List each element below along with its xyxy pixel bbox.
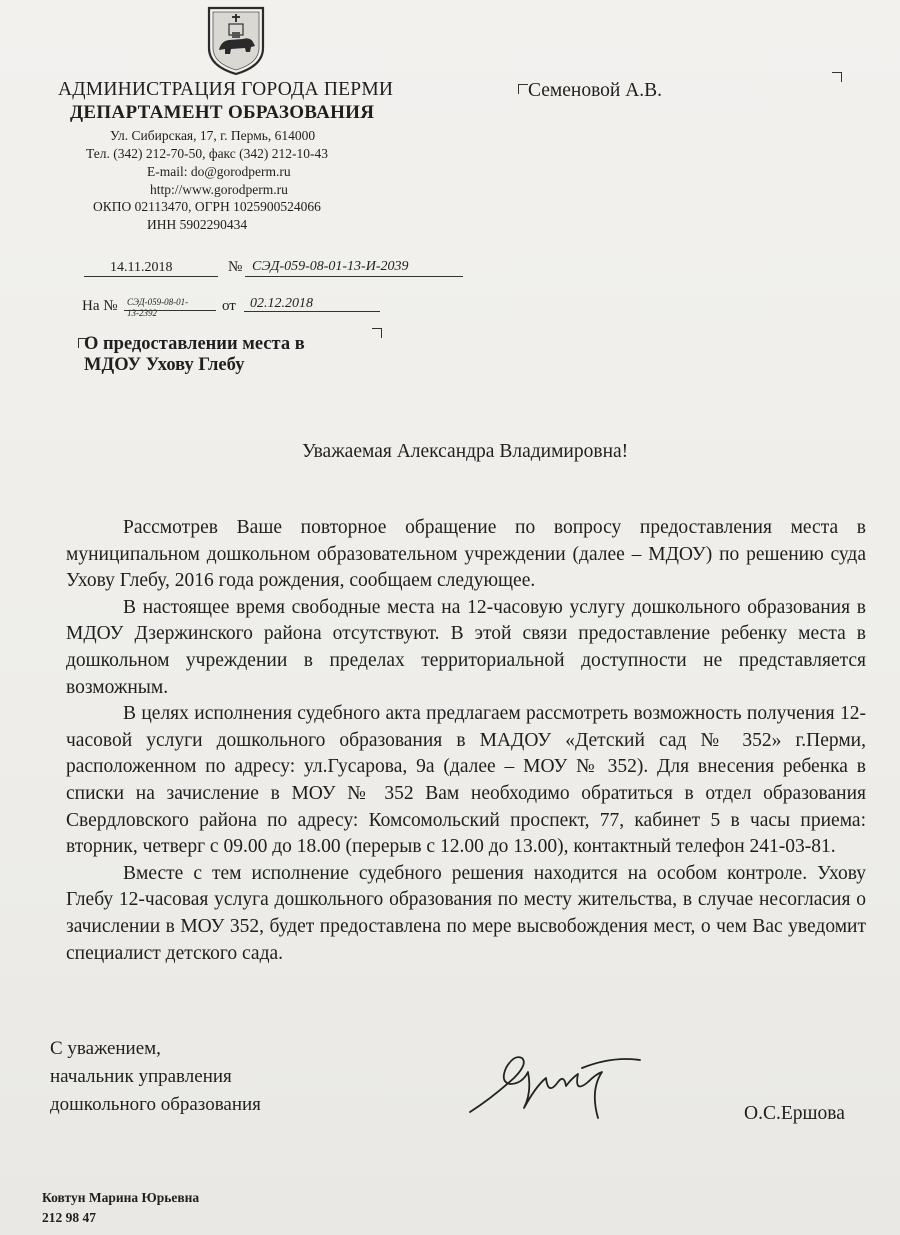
in-reply-number-line2: 13-2392 — [127, 308, 157, 318]
signatory-name: О.С.Ершова — [744, 1103, 845, 1124]
position-line2: дошкольного образования — [50, 1094, 261, 1115]
in-reply-number-line1: СЭД-059-08-01- — [127, 297, 189, 307]
in-reply-label: На № — [82, 298, 118, 314]
registration-number: СЭД-059-08-01-13-И-2039 — [252, 259, 409, 274]
position-line1: начальник управления — [50, 1066, 232, 1087]
recipient-corner-left — [518, 84, 528, 94]
closing: С уважением, — [50, 1038, 161, 1059]
executor-info — [42, 1188, 199, 1228]
recipient: Семеновой А.В. — [528, 80, 663, 101]
from-label: от — [222, 298, 236, 314]
organization-name: АДМИНИСТРАЦИЯ ГОРОДА ПЕРМИ — [58, 79, 394, 100]
in-reply-number-underline — [124, 310, 216, 311]
greeting: Уважаемая Александра Владимировна! — [302, 441, 629, 462]
subject — [84, 334, 305, 376]
subject-line1: О предоставлении места в — [84, 334, 305, 354]
registration-date-underline — [84, 276, 218, 277]
website-line: http://www.gorodperm.ru — [150, 182, 288, 197]
paragraph-2: В настоящее время свободные места на 12-часовую услугу дошкольного образования в МДОУ Дзержинского района отсутствуют. В этой связи предоставление ребенку места в дошкольном учреждении в пределах территориальной доступности не представляется возможным. — [66, 596, 866, 698]
executor-name: Ковтун Марина Юрьевна — [42, 1190, 200, 1205]
inn-line: ИНН 5902290434 — [147, 217, 248, 232]
paragraph-3: В целях исполнения судебного акта предлагаем рассмотреть возможность получения 12-часовой услуги дошкольного образования в МАДОУ «Детский сад № 352» г.Перми, расположенном по адресу: ул.Гусарова, 9а (далее – МОУ № 352). Для внесения ребенка в списки на зачисление в МОУ № 352 Вам необходимо обратиться в отдел образования Свердловского района по адресу: Комсомольский проспект, 77, кабинет 5 в часы приема: вторник, четверг с 09.00 до 18.00 (перерыв с 12.00 до 13.00), контактный телефон 241-03-81. — [66, 703, 866, 858]
subject-line2: МДОУ Ухову Глебу — [84, 355, 245, 375]
phone-line: Тел. (342) 212-70-50, факс (342) 212-10-43 — [86, 146, 329, 161]
handwritten-signature — [462, 1038, 652, 1128]
in-reply-date-underline — [244, 311, 380, 312]
paragraph-1: Рассмотрев Ваше повторное обращение по вопросу предоставления места в муниципальном дошкольном образовательном учреждении (далее – МДОУ) по решению суда Ухову Глебу, 2016 года рождения, сообщаем следующее. — [66, 517, 866, 592]
registration-number-underline — [245, 276, 463, 277]
recipient-corner-right — [832, 72, 842, 82]
email-line: E-mail: do@gorodperm.ru — [147, 164, 291, 179]
in-reply-date: 02.12.2018 — [250, 296, 313, 311]
address-line: Ул. Сибирская, 17, г. Пермь, 614000 — [110, 128, 316, 143]
paragraph-4: Вместе с тем исполнение судебного решения находится на особом контроле. Ухову Глебу 12-часовая услуга дошкольного образования по месту жительства, в случае несогласия о зачислении в МОУ 352, будет предоставлена по мере высвобождения мест, о чем Вас уведомит специалист детского сада. — [66, 862, 866, 964]
executor-phone: 212 98 47 — [42, 1210, 96, 1225]
registration-number-label: № — [228, 259, 243, 275]
signature-position — [50, 1035, 261, 1119]
subject-corner-right — [372, 328, 382, 338]
okpo-ogrn-line: ОКПО 02113470, ОГРН 1025900524066 — [93, 199, 321, 214]
registration-date: 14.11.2018 — [110, 260, 173, 275]
perm-coat-of-arms-bear-icon — [205, 4, 267, 76]
department-name: ДЕПАРТАМЕНТ ОБРАЗОВАНИЯ — [70, 102, 375, 123]
letter-body — [66, 515, 866, 967]
